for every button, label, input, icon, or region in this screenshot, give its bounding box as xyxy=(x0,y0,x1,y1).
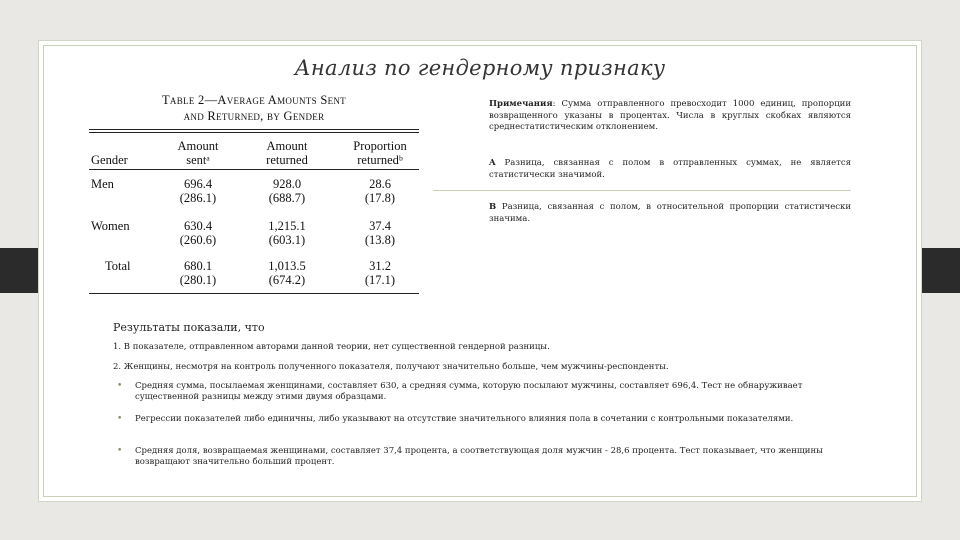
note-a-label: A xyxy=(489,158,496,168)
header-returned-l1: Amount xyxy=(266,139,308,153)
cell-men-returned: 928.0 xyxy=(272,177,302,191)
cell-women-prop-sd: (13.8) xyxy=(364,233,396,247)
note-main xyxy=(489,99,851,134)
header-returned-l2: returned xyxy=(266,153,308,167)
cell-women-prop: 37.4 xyxy=(369,219,391,233)
table-caption-line1: Table 2—Average Amounts Sent xyxy=(162,93,346,107)
bullet-text: Средняя доля, возвращаемая женщинами, составляет 37,4 процента, а соответствующая доля мужчин - 28,6 процента. Тест показывает, что женщины возвращают значительно больший процент. xyxy=(135,446,823,467)
note-a-text: Разница, связанная с полом в отправленных суммах, не является статистически значимой. xyxy=(489,158,851,180)
note-b-text: Разница, связанная с полом, в относительной пропорции статистически значима. xyxy=(489,202,851,224)
row-label-total: Total xyxy=(105,259,131,273)
note-a xyxy=(489,158,851,181)
table-image xyxy=(89,81,419,299)
cell-women-returned-sd: (603.1) xyxy=(268,233,306,247)
bullet-icon: • xyxy=(117,446,123,456)
cell-men-sent-sd: (286.1) xyxy=(179,191,217,205)
slide-title: Анализ по гендерному признаку xyxy=(294,56,666,80)
cell-total-sent-sd: (280.1) xyxy=(179,273,217,287)
table-caption-line2: and Returned, by Gender xyxy=(183,109,325,123)
result-point-2: 2. Женщины, несмотря на контроль полученного показателя, получают значительно больше, чем мужчины-респонденты. xyxy=(113,362,669,372)
cell-total-sent: 680.1 xyxy=(183,259,213,273)
result-point-1: 1. В показателе, отправленном авторами данной теории, нет существенной гендерной разницы. xyxy=(113,342,550,352)
note-text: : Сумма отправленного превосходит 1000 единиц, пропорции возвращенного указаны в процентах. Числа в круглых скобках являются среднестатистическим отклонением. xyxy=(489,99,851,132)
row-label-women: Women xyxy=(91,219,130,233)
note-label: Примечания xyxy=(489,99,553,109)
cell-total-returned-sd: (674.2) xyxy=(268,273,306,287)
bullet-icon: • xyxy=(117,381,123,391)
notes-divider xyxy=(433,190,851,191)
header-sent-l2: sentᵃ xyxy=(186,153,210,167)
table-rule-top2 xyxy=(89,132,419,133)
cell-men-sent: 696.4 xyxy=(183,177,213,191)
cell-men-returned-sd: (688.7) xyxy=(268,191,306,205)
bullet-icon: • xyxy=(117,414,123,424)
header-sent-l1: Amount xyxy=(177,139,219,153)
bullet-item xyxy=(113,446,851,468)
bullet-text: Регрессии показателей либо единичны, либо указывают на отсутствие значительного влияния пола в сочетании с контрольными показателями. xyxy=(135,414,794,424)
header-gender: Gender xyxy=(91,153,128,167)
table-rule-bottom xyxy=(89,293,419,294)
header-proportion-l2: returnedᵇ xyxy=(357,153,403,167)
cell-women-sent: 630.4 xyxy=(183,219,213,233)
header-proportion-l1: Proportion xyxy=(353,139,407,153)
bullet-item xyxy=(113,381,851,403)
bullet-item xyxy=(113,414,851,425)
row-label-men: Men xyxy=(91,177,114,191)
note-b xyxy=(489,202,851,225)
table-rule-header xyxy=(89,169,419,170)
note-b-label: B xyxy=(489,202,497,212)
cell-total-returned: 1,013.5 xyxy=(268,259,306,273)
results-heading: Результаты показали, что xyxy=(113,321,265,334)
cell-women-sent-sd: (260.6) xyxy=(179,233,217,247)
cell-total-prop: 31.2 xyxy=(369,259,391,273)
bullet-text: Средняя сумма, посылаемая женщинами, составляет 630, а средняя сумма, которую посылают мужчины, составляет 696,4. Тест не обнаруживает существенной разницы между этими двумя образцами. xyxy=(135,381,803,402)
cell-men-prop-sd: (17.8) xyxy=(364,191,396,205)
cell-women-returned: 1,215.1 xyxy=(268,219,306,233)
cell-men-prop: 28.6 xyxy=(369,177,391,191)
table-rule-top xyxy=(89,129,419,130)
cell-total-prop-sd: (17.1) xyxy=(364,273,396,287)
slide xyxy=(38,40,922,502)
